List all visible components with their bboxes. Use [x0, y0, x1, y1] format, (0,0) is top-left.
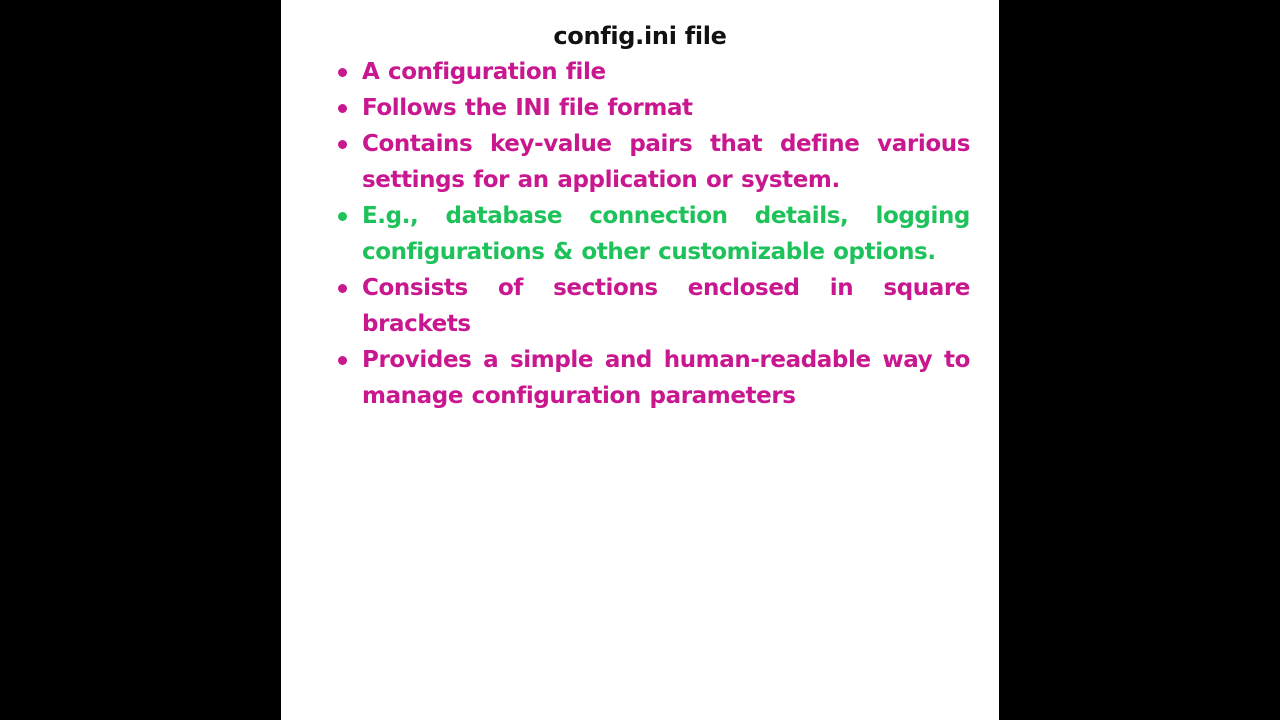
- bullet-text: Provides a simple and human-readable way to manage configuration parameters: [362, 347, 970, 409]
- bullet-dot-icon: [338, 284, 347, 293]
- bullet-item: [333, 126, 970, 198]
- bullet-dot-icon: [338, 68, 347, 77]
- slide-page: [281, 0, 999, 720]
- bullet-text: A configuration file: [362, 59, 606, 85]
- bullet-text: Follows the INI file format: [362, 95, 693, 121]
- bullet-text: Contains key-value pairs that define various settings for an application or system.: [362, 131, 970, 193]
- bullet-dot-icon: [338, 356, 347, 365]
- bullet-item: [333, 342, 970, 414]
- bullet-text: E.g., database connection details, logging configurations & other customizable options.: [362, 203, 970, 265]
- bullet-item: [333, 90, 970, 126]
- bullet-item: [333, 54, 970, 90]
- bullet-item: [333, 198, 970, 270]
- bullet-dot-icon: [338, 104, 347, 113]
- bullet-dot-icon: [338, 140, 347, 149]
- bullet-text: Consists of sections enclosed in square brackets: [362, 275, 970, 337]
- bullet-item: [333, 270, 970, 342]
- bullet-list: [333, 54, 970, 414]
- slide-title: config.ini file: [553, 22, 727, 50]
- bullet-dot-icon: [338, 212, 347, 221]
